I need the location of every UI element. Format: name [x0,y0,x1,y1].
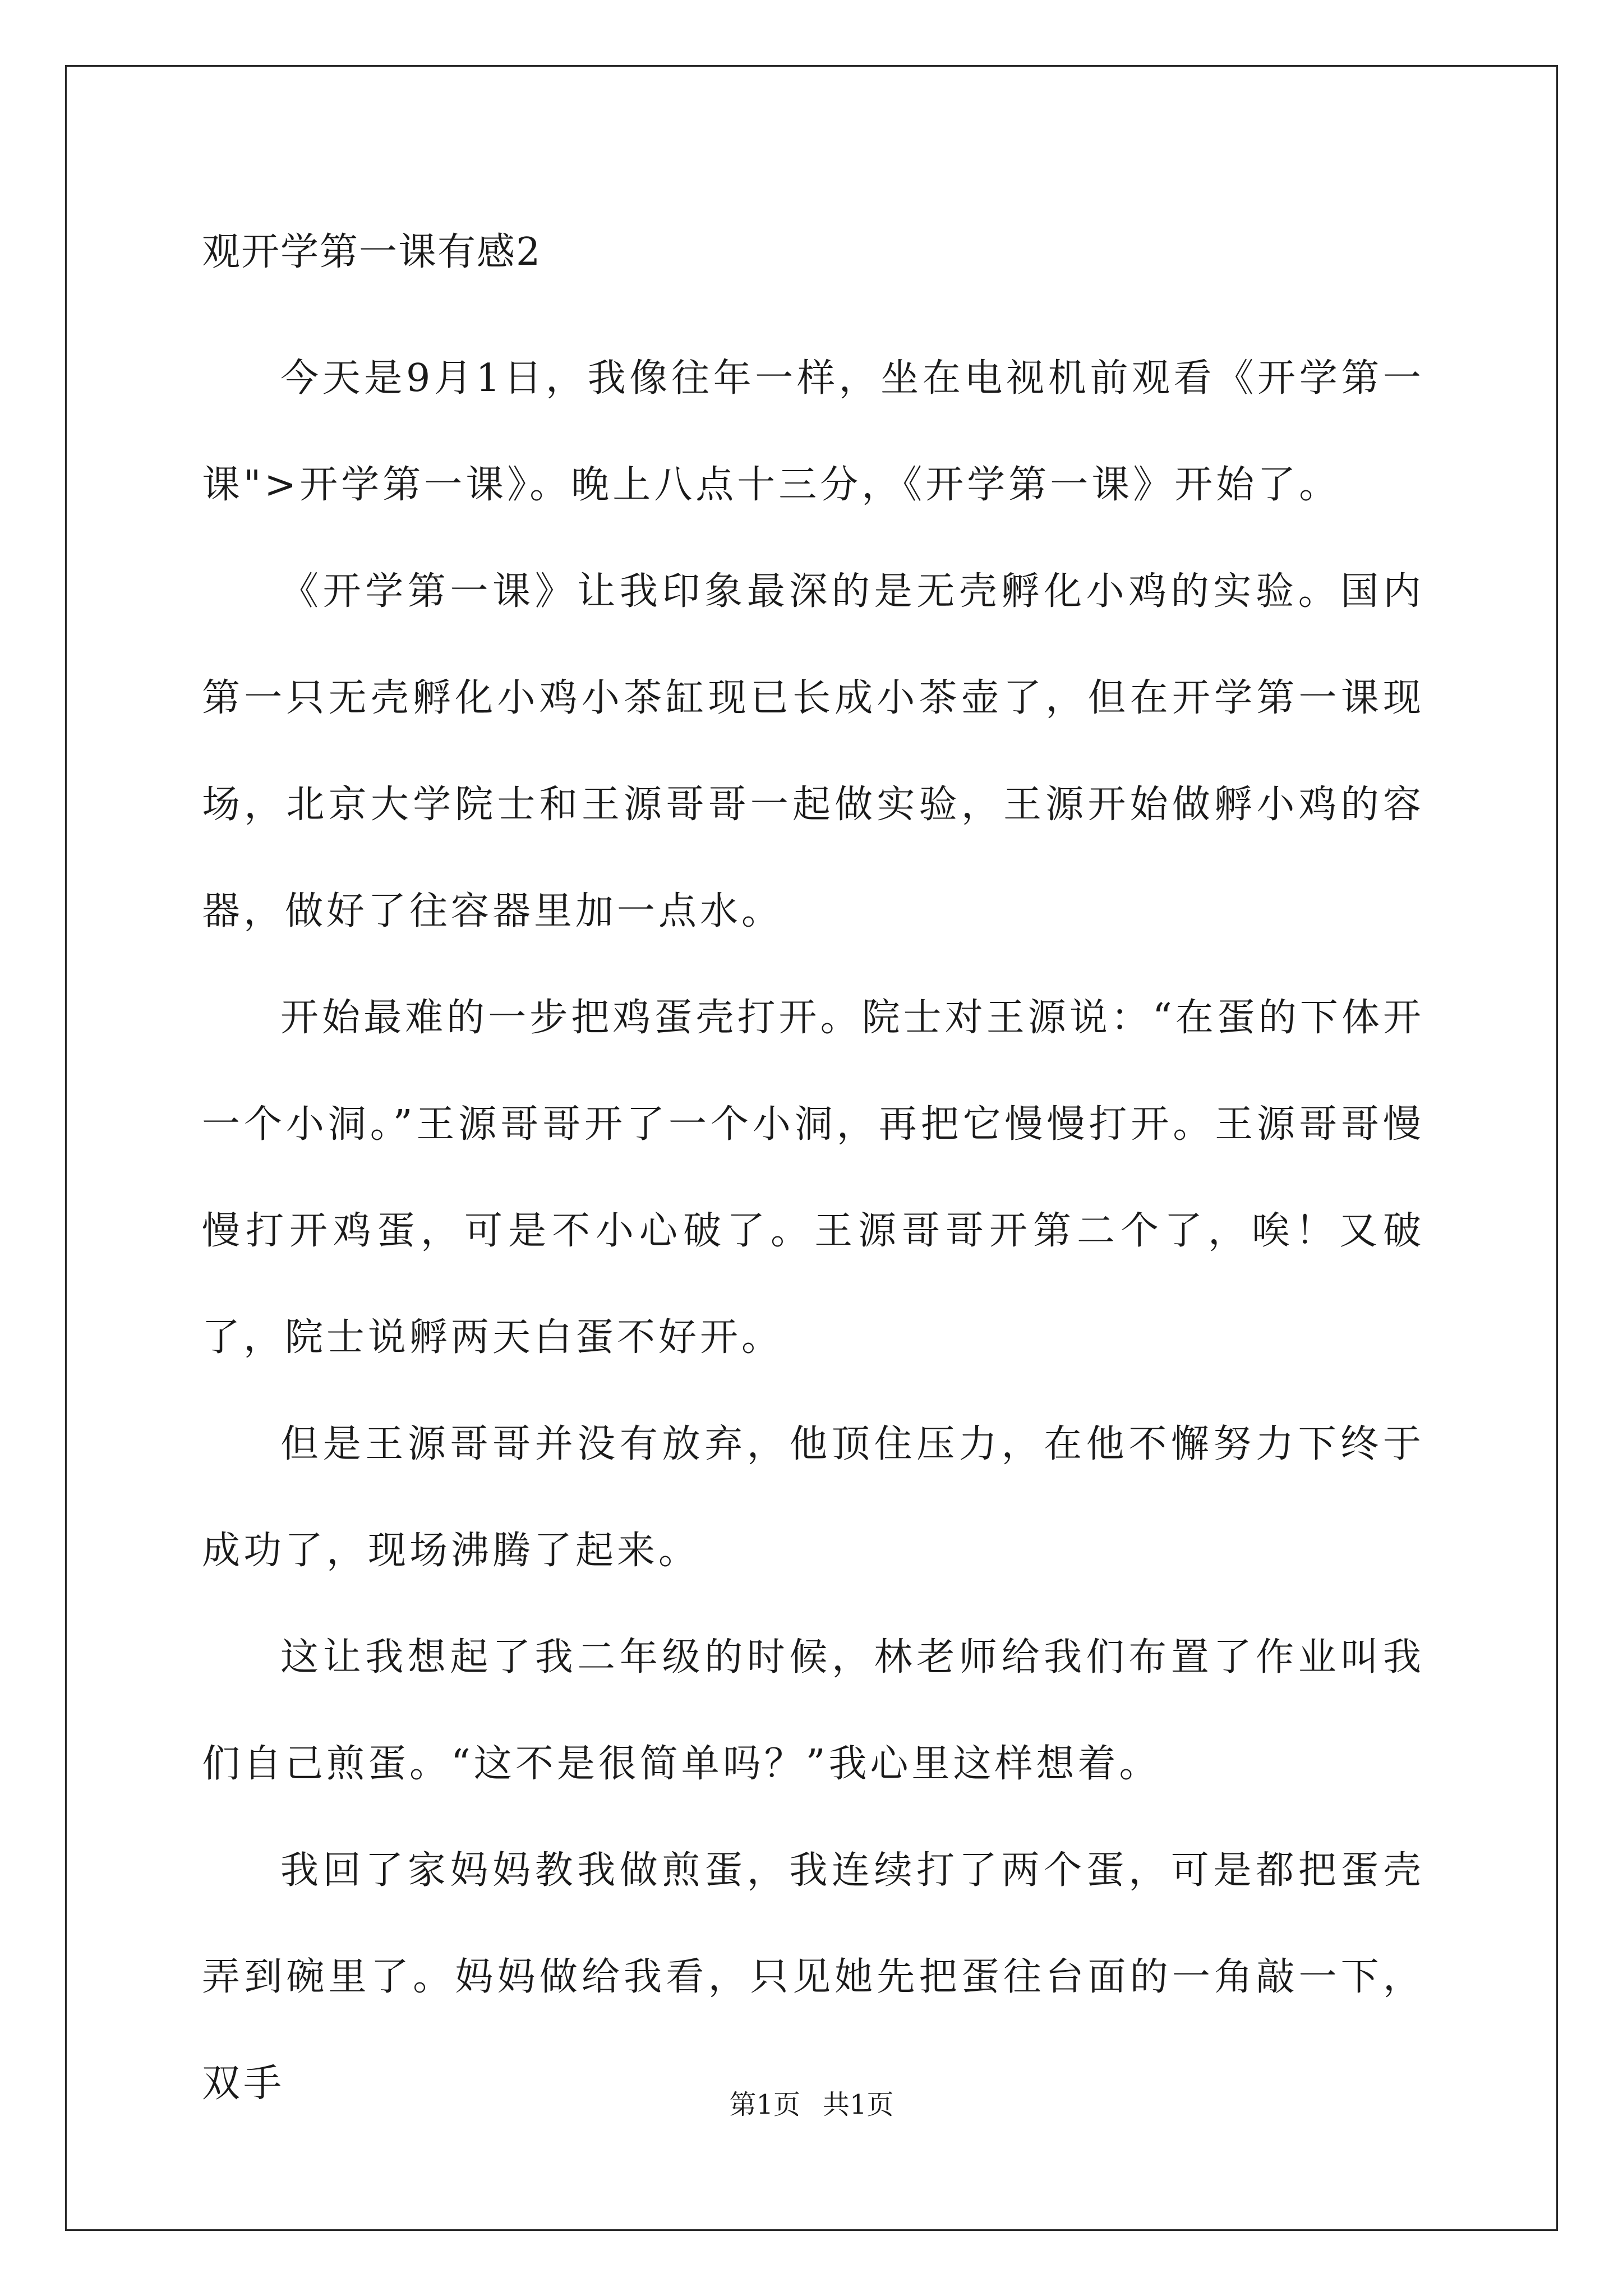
document-body [202,219,1424,2137]
paragraph: 开始最难的一步把鸡蛋壳打开。院士对王源说：“在蛋的下体开一个小洞。”王源哥哥开了一个小洞，再把它慢慢打开。王源哥哥慢慢打开鸡蛋，可是不小心破了。王源哥哥开第二个了，唉！又破了，院士说孵两天白蛋不好开。 [202,996,1424,1360]
document-title: 观开学第一课有感2 [202,230,542,274]
paragraph: 我回了家妈妈教我做煎蛋，我连续打了两个蛋，可是都把蛋壳弄到碗里了。妈妈做给我看，只见她先把蛋往台面的一角敲一下，双手 [202,1848,1424,2106]
paragraph: 今天是9月1日，我像往年一样，坐在电视机前观看《开学第一课">开学第一课》。晚上八点十三分，《开学第一课》开始了。 [202,356,1424,507]
page-total: 共1页 [823,2089,894,2120]
page-footer [0,2088,1623,2122]
paragraph: 这让我想起了我二年级的时候，林老师给我们布置了作业叫我们自己煎蛋。“这不是很简单吗？”我心里这样想着。 [202,1635,1424,1786]
paragraph: 但是王源哥哥并没有放弃，他顶住压力，在他不懈努力下终于成功了，现场沸腾了起来。 [202,1422,1424,1573]
paragraph: 《开学第一课》让我印象最深的是无壳孵化小鸡的实验。国内第一只无壳孵化小鸡小茶缸现已长成小茶壶了，但在开学第一课现场，北京大学院士和王源哥哥一起做实验，王源开始做孵小鸡的容器，做好了往容器里加一点水。 [202,569,1424,933]
page-number: 第1页 [729,2089,800,2120]
